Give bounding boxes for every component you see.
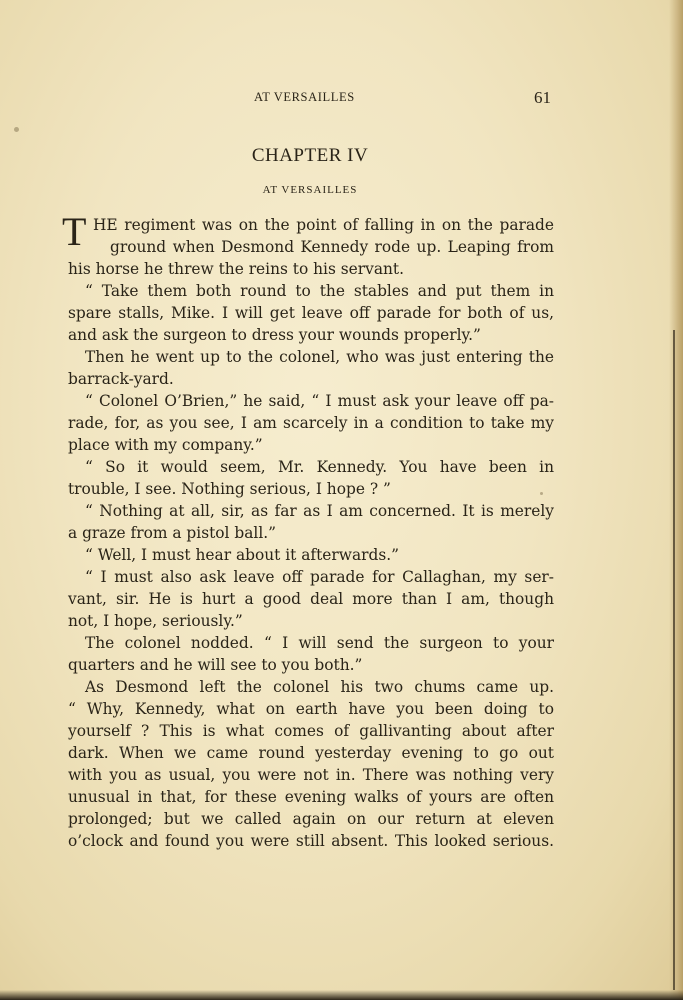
- paper-speck: [14, 127, 19, 132]
- text-line: his horse he threw the reins to his servant.: [68, 260, 404, 278]
- text-line: ground when Desmond Kennedy rode up. Leaping from: [110, 238, 554, 256]
- text-line: and ask the surgeon to dress your wounds properly.”: [68, 326, 481, 344]
- text-line: “ I must also ask leave off parade for Callaghan, my ser-: [85, 568, 554, 586]
- page-bottom-edge: [0, 990, 683, 1000]
- text-line: prolonged; but we called again on our return at eleven: [68, 810, 554, 828]
- running-head-title: AT VERSAILLES: [254, 90, 355, 104]
- text-line: The colonel nodded. “ I will send the surgeon to your: [85, 634, 554, 652]
- text-line: with you as usual, you were not in. There was nothing very: [68, 766, 554, 784]
- running-head: [0, 88, 683, 108]
- text-line: HE regiment was on the point of falling in on the parade: [93, 216, 554, 234]
- text-line: a graze from a pistol ball.”: [68, 524, 277, 542]
- text-line: “ Colonel O’Brien,” he said, “ I must ask your leave off pa-: [85, 392, 554, 410]
- text-line: yourself ? This is what comes of gallivanting about after: [68, 722, 554, 740]
- text-line: not, I hope, seriously.”: [68, 612, 243, 630]
- text-line: trouble, I see. Nothing serious, I hope ? ”: [68, 480, 391, 498]
- text-line: “ Take them both round to the stables and put them in: [85, 282, 554, 300]
- text-line: place with my company.”: [68, 436, 263, 454]
- text-line: spare stalls, Mike. I will get leave off parade for both of us,: [68, 304, 554, 322]
- page-number: 61: [534, 88, 551, 107]
- text-line: “ Well, I must hear about it afterwards.”: [85, 546, 399, 564]
- page-right-edge: [669, 0, 683, 1000]
- text-line: As Desmond left the colonel his two chums came up.: [85, 678, 554, 696]
- text-line: vant, sir. He is hurt a good deal more than I am, though: [68, 590, 554, 608]
- text-line: “ Why, Kennedy, what on earth have you been doing to: [68, 700, 554, 718]
- text-line: Then he went up to the colonel, who was just entering the: [85, 348, 554, 366]
- text-line: o’clock and found you were still absent. This looked serious.: [68, 832, 554, 850]
- text-line: “ Nothing at all, sir, as far as I am concerned. It is merely: [85, 502, 554, 520]
- drop-cap: T: [62, 209, 87, 254]
- text-line: “ So it would seem, Mr. Kennedy. You have been in: [85, 458, 554, 476]
- text-line: barrack-yard.: [68, 370, 174, 388]
- text-line: unusual in that, for these evening walks of yours are often: [68, 788, 554, 806]
- page-edge-line: [673, 330, 675, 990]
- chapter-heading: CHAPTER IV: [251, 145, 369, 166]
- text-line: quarters and he will see to you both.”: [68, 656, 363, 674]
- text-line: dark. When we came round yesterday evening to go out: [68, 744, 554, 762]
- text-line: rade, for, as you see, I am scarcely in a condition to take my: [68, 414, 554, 432]
- paper-speck: [540, 492, 543, 495]
- chapter-subtitle: AT VERSAILLES: [262, 184, 358, 196]
